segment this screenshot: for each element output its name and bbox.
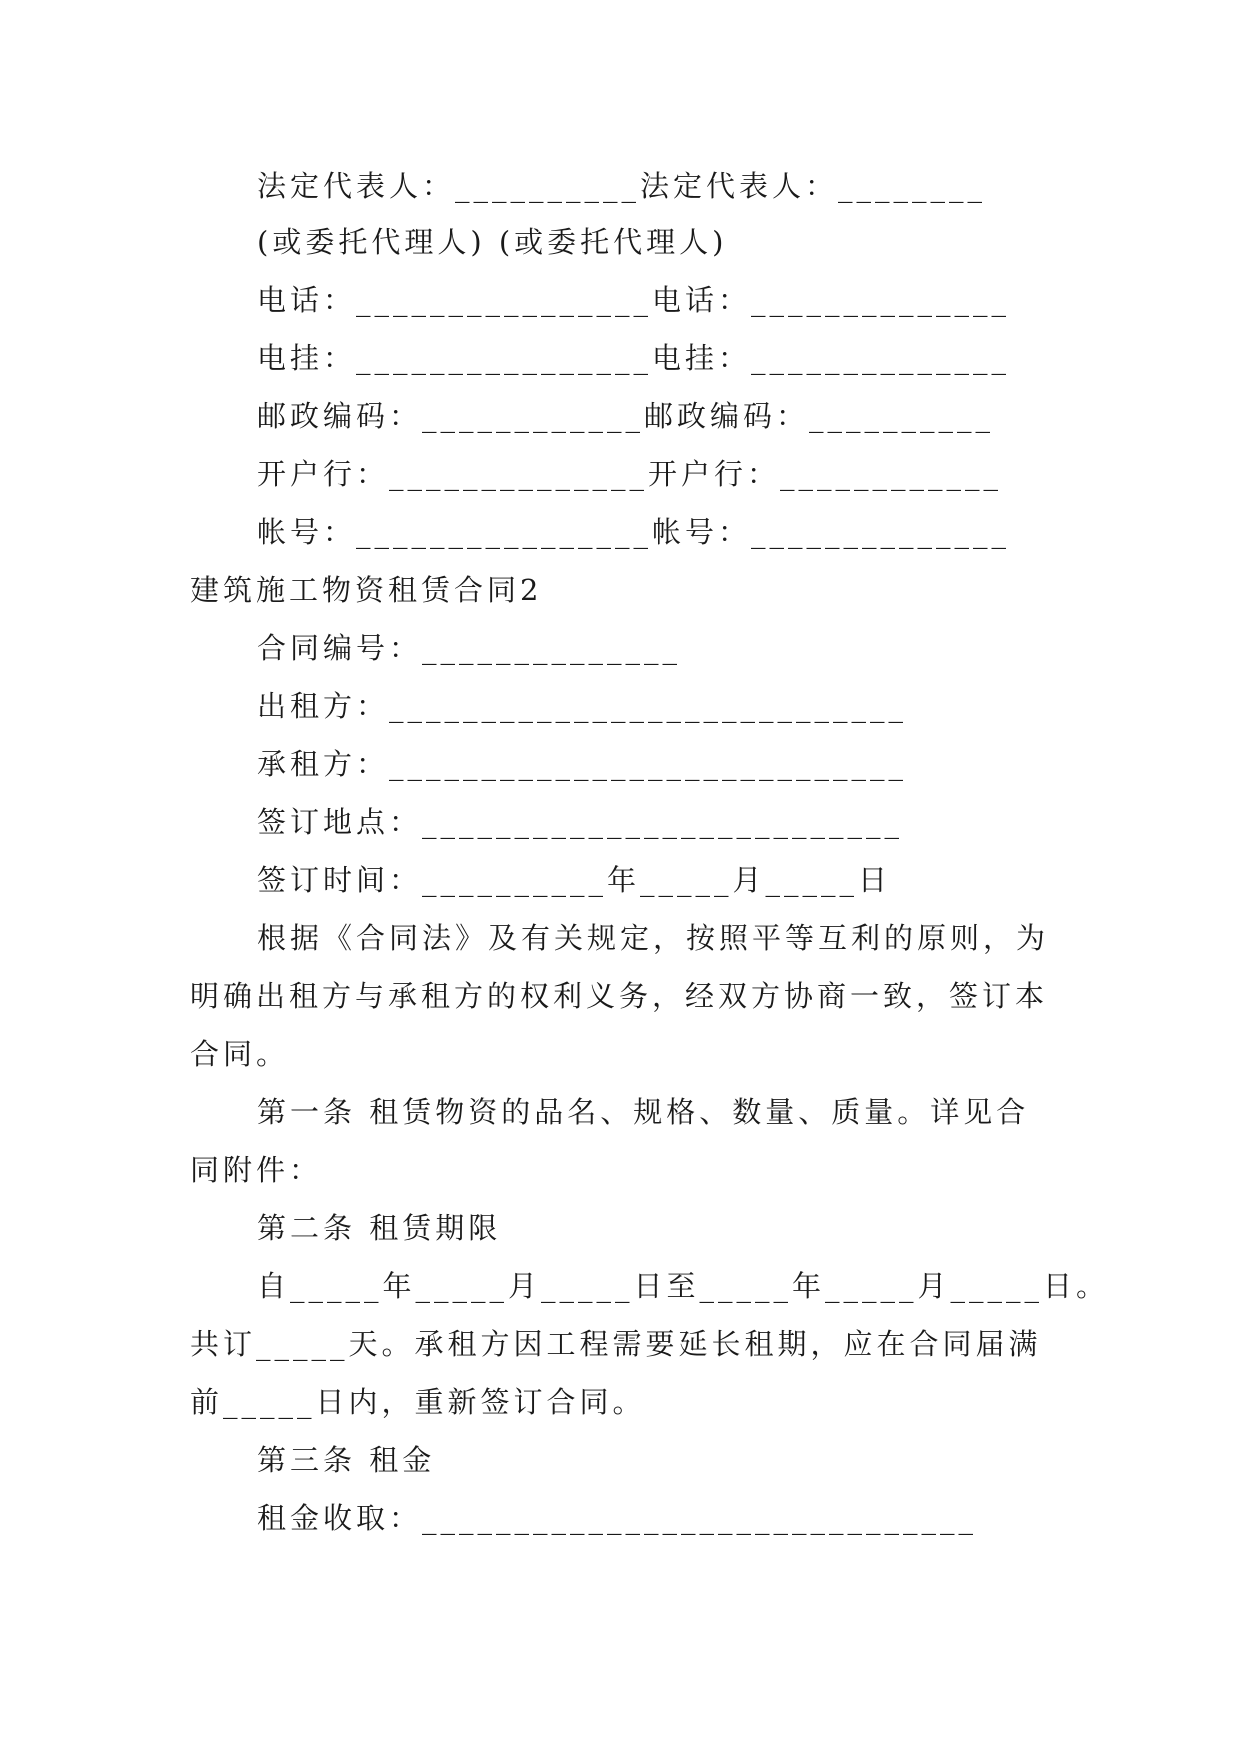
paragraph-intro-1: 根据《合同法》及有关规定，按照平等互利的原则，为 [257,921,1050,955]
line-bank: 开户行：______________开户行：____________ [257,457,1003,491]
article-3-rent-collection: 租金收取：______________________________ [257,1501,978,1535]
section-title: 建筑施工物资租赁合同2 [190,573,543,607]
article-2-heading: 第二条 租赁期限 [257,1211,502,1245]
line-lessor: 出租方：____________________________ [257,689,908,723]
line-contract-number: 合同编号：______________ [257,631,682,665]
article-1-line-2: 同附件： [190,1153,323,1187]
line-account: 帐号：________________帐号：______________ [257,515,1011,549]
paragraph-intro-2: 明确出租方与承租方的权利义务，经双方协商一致，签订本 [190,979,1049,1013]
line-authorized-agent: (或委托代理人) (或委托代理人) [257,225,728,259]
article-1-line-1: 第一条 租赁物资的品名、规格、数量、质量。详见合 [257,1095,1030,1129]
article-2-line-3: 前_____日内，重新签订合同。 [190,1385,646,1419]
line-telegraph: 电挂：________________电挂：______________ [257,341,1011,375]
line-signing-date: 签订时间：__________年_____月_____日 [257,863,892,897]
article-2-line-2: 共订_____天。承租方因工程需要延长租期，应在合同届满 [190,1327,1042,1361]
article-3-heading: 第三条 租金 [257,1443,436,1477]
article-2-line-1: 自_____年_____月_____日至_____年_____月_____日。 [257,1269,1110,1303]
line-postal-code: 邮政编码：____________邮政编码：__________ [257,399,995,433]
line-phone: 电话：________________电话：______________ [257,283,1011,317]
line-lessee: 承租方：____________________________ [257,747,908,781]
line-signing-place: 签订地点：__________________________ [257,805,904,839]
line-legal-representative: 法定代表人：__________法定代表人：________ [257,169,987,203]
paragraph-intro-3: 合同。 [190,1037,290,1071]
